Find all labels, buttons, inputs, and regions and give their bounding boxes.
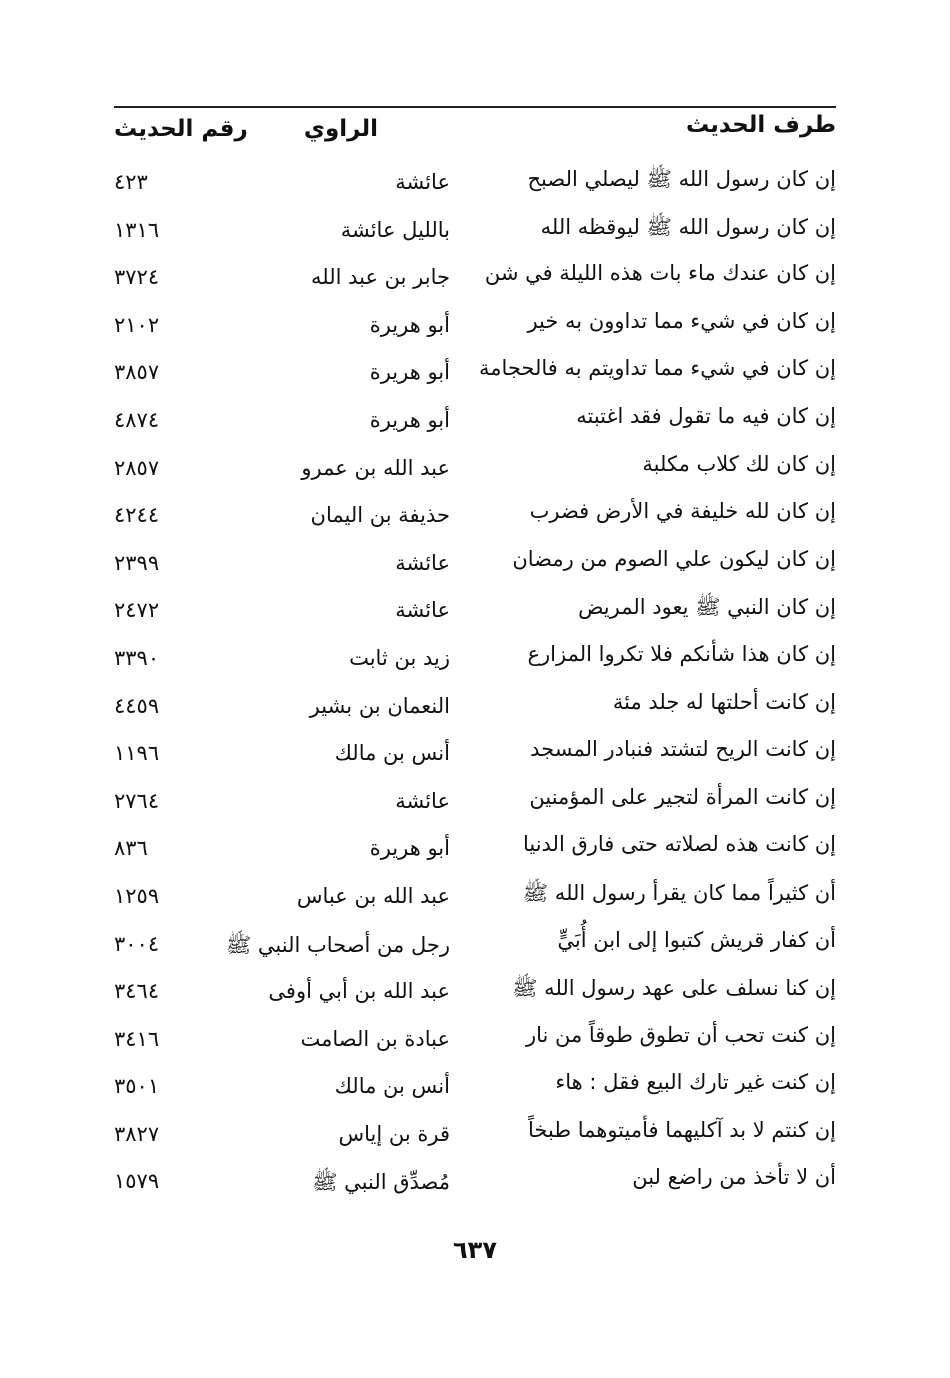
hadith-number: ٣٤٦٤ bbox=[114, 979, 160, 1004]
narrator: زيد بن ثابت bbox=[349, 645, 450, 670]
table-header bbox=[114, 112, 836, 152]
table-row bbox=[114, 1112, 836, 1160]
table-row bbox=[114, 731, 836, 779]
hadith-text: إن كنا نسلف على عهد رسول الله ﷺ bbox=[512, 976, 836, 1001]
hadith-text: إن كان في شيء مما تداويتم به فالحجامة bbox=[478, 356, 836, 381]
hadith-text: إن كان لله خليفة في الأرض فضرب bbox=[529, 499, 836, 524]
table-row bbox=[114, 969, 836, 1017]
narrator: أبو هريرة bbox=[369, 360, 450, 385]
hadith-number: ١٢٥٩ bbox=[114, 883, 160, 908]
narrator: أبو هريرة bbox=[369, 312, 450, 337]
hadith-number: ٢٤٧٢ bbox=[114, 598, 160, 623]
hadith-text: إن كان النبي ﷺ يعود المريض bbox=[578, 595, 836, 620]
table-row bbox=[114, 208, 836, 256]
hadith-number: ٨٣٦ bbox=[114, 836, 148, 861]
hadith-number: ٣٨٢٧ bbox=[114, 1121, 160, 1146]
narrator: جابر بن عبد الله bbox=[310, 265, 450, 290]
table-row bbox=[114, 493, 836, 541]
hadith-text: أن لا تأخذ من راضع لبن bbox=[632, 1165, 836, 1190]
narrator: عائشة bbox=[395, 170, 450, 194]
narrator: النعمان بن بشير bbox=[309, 693, 450, 718]
table-row bbox=[114, 398, 836, 446]
hadith-text: إن كانت المرأة لتجير على المؤمنين bbox=[529, 784, 836, 809]
narrator: عبد الله بن عمرو bbox=[301, 455, 450, 480]
hadith-number: ٣٨٥٧ bbox=[114, 360, 160, 385]
hadith-number: ٤٢٣ bbox=[114, 170, 148, 194]
hadith-text: إن كنت تحب أن تطوق طوقاً من نار bbox=[525, 1022, 836, 1047]
table-row bbox=[114, 303, 836, 351]
hadith-number: ٢٣٩٩ bbox=[114, 550, 160, 575]
table-row bbox=[114, 541, 836, 589]
table-row bbox=[114, 1017, 836, 1065]
hadith-number: ٤٤٥٩ bbox=[114, 693, 160, 718]
hadith-text: إن كان عندك ماء بات هذه الليلة في شن bbox=[484, 261, 836, 286]
narrator: أنس بن مالك bbox=[334, 741, 450, 766]
hadith-text: إن كان رسول الله ﷺ ليوقظه الله bbox=[540, 214, 836, 239]
page-number: ٦٣٧ bbox=[453, 1236, 497, 1264]
hadith-number: ٢١٠٢ bbox=[114, 312, 160, 337]
column-header-hadith-text: طرف الحديث bbox=[685, 112, 836, 138]
narrator: رجل من أصحاب النبي ﷺ bbox=[225, 932, 450, 957]
table-row bbox=[114, 636, 836, 684]
table-row bbox=[114, 874, 836, 922]
table-row bbox=[114, 1064, 836, 1112]
hadith-text: أن كفار قريش كتبوا إلى ابن أُبَيٍّ bbox=[557, 927, 836, 952]
table-row bbox=[114, 255, 836, 303]
table-row bbox=[114, 922, 836, 970]
column-header-hadith-number: رقم الحديث bbox=[114, 116, 248, 142]
hadith-text: إن كان فيه ما تقول فقد اغتبته bbox=[576, 403, 836, 428]
narrator: أبو هريرة bbox=[369, 407, 450, 432]
table-row bbox=[114, 350, 836, 398]
hadith-number: ١٥٧٩ bbox=[114, 1169, 160, 1194]
hadith-number: ١١٩٦ bbox=[114, 741, 160, 766]
narrator: مُصدِّق النبي ﷺ bbox=[312, 1170, 450, 1195]
hadith-text: إن كان في شيء مما تداوون به خير bbox=[527, 308, 836, 333]
narrator: عائشة bbox=[395, 788, 450, 813]
narrator: أنس بن مالك bbox=[334, 1074, 450, 1099]
hadith-number: ٣٤١٦ bbox=[114, 1026, 160, 1051]
hadith-text: إن كانت الريح لتشتد فنبادر المسجد bbox=[530, 737, 836, 762]
hadith-number: ١٣١٦ bbox=[114, 217, 160, 242]
hadith-number: ٣٠٠٤ bbox=[114, 931, 160, 956]
hadith-text: إن كنتم لا بد آكليهما فأميتوهما طبخاً bbox=[528, 1117, 836, 1142]
table-row bbox=[114, 446, 836, 494]
hadith-number: ٤٨٧٤ bbox=[114, 407, 160, 432]
narrator: قرة بن إياس bbox=[338, 1121, 450, 1146]
narrator: عبد الله بن أبي أوفى bbox=[268, 979, 450, 1004]
hadith-number: ٤٢٤٤ bbox=[114, 503, 160, 528]
table-row bbox=[114, 826, 836, 874]
hadith-text: إن كان لك كلاب مكلبة bbox=[642, 451, 836, 476]
column-header-narrator: الراوي bbox=[303, 116, 378, 142]
hadith-text: إن كان هذا شأنكم فلا تكروا المزارع bbox=[527, 641, 836, 666]
hadith-number: ٣٥٠١ bbox=[114, 1074, 160, 1099]
table-row bbox=[114, 779, 836, 827]
narrator: عبادة بن الصامت bbox=[300, 1026, 450, 1051]
narrator: عائشة bbox=[395, 598, 450, 623]
table-row bbox=[114, 588, 836, 636]
header-rule bbox=[114, 106, 836, 108]
hadith-number: ٢٧٦٤ bbox=[114, 788, 160, 813]
hadith-number: ٣٣٩٠ bbox=[114, 645, 160, 670]
hadith-text: إن كان ليكون علي الصوم من رمضان bbox=[512, 546, 836, 571]
hadith-text: إن كنت غير تارك البيع فقل : هاء bbox=[555, 1070, 836, 1095]
hadith-number: ٢٨٥٧ bbox=[114, 455, 160, 480]
hadith-text: أن كثيراً مما كان يقرأ رسول الله ﷺ bbox=[522, 880, 836, 905]
narrator: بالليل عائشة bbox=[340, 217, 450, 242]
narrator: عائشة bbox=[395, 550, 450, 575]
table-row bbox=[114, 684, 836, 732]
table-row bbox=[114, 160, 836, 208]
hadith-text: إن كان رسول الله ﷺ ليصلي الصبح bbox=[527, 167, 836, 191]
hadith-text: إن كانت هذه لصلاته حتى فارق الدنيا bbox=[522, 832, 836, 857]
hadith-number: ٣٧٢٤ bbox=[114, 265, 160, 290]
table-row bbox=[114, 1159, 836, 1207]
hadith-text: إن كانت أحلتها له جلد مئة bbox=[612, 689, 836, 714]
hadith-index-table bbox=[114, 160, 836, 1207]
narrator: عبد الله بن عباس bbox=[296, 883, 450, 908]
narrator: حذيفة بن اليمان bbox=[310, 503, 450, 528]
narrator: أبو هريرة bbox=[369, 836, 450, 861]
